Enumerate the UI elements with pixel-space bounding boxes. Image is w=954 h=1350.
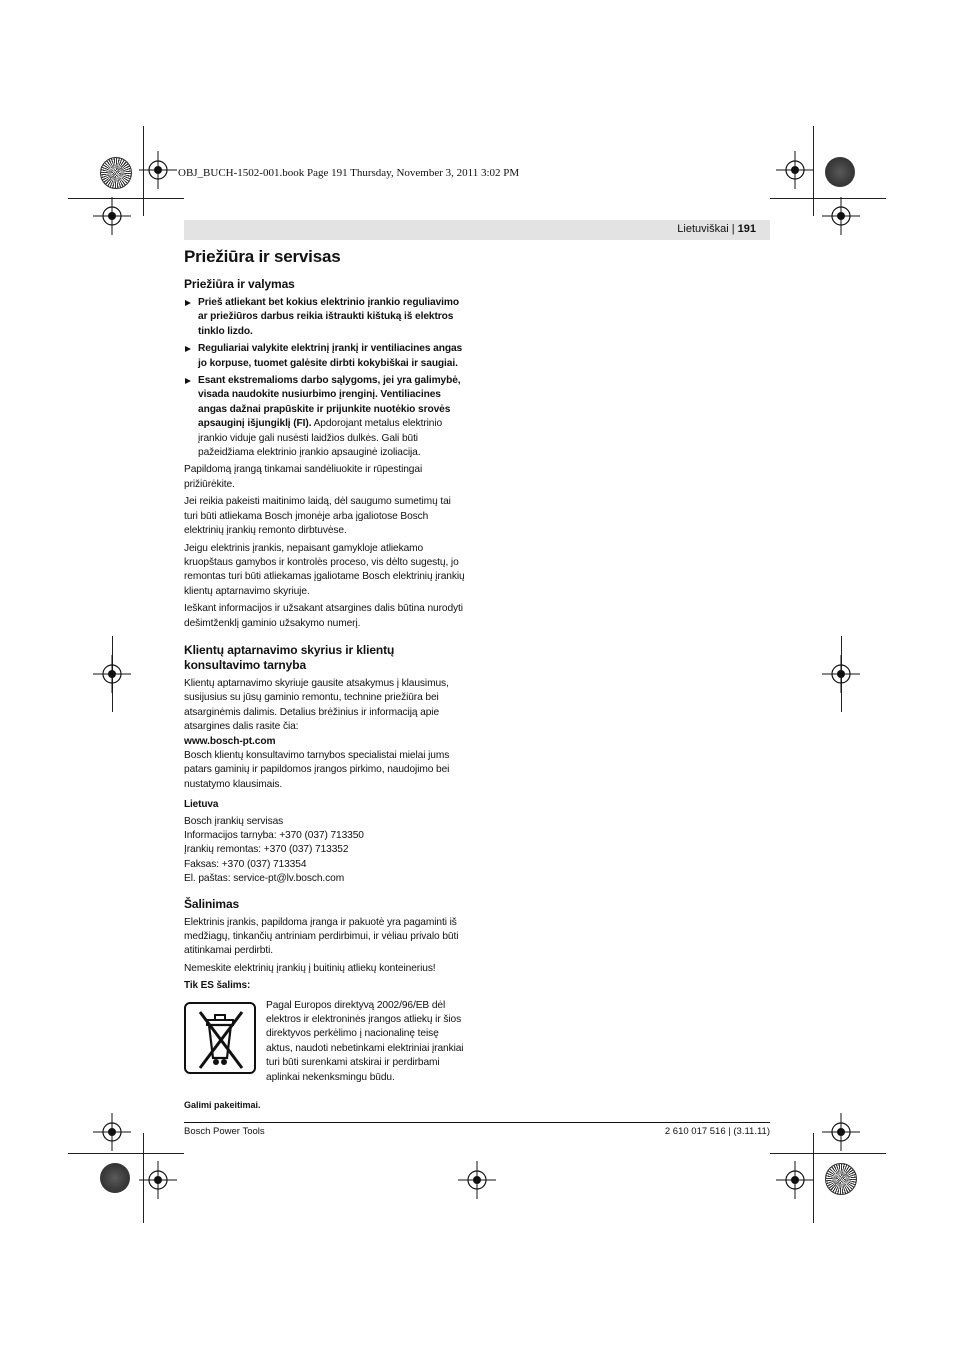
print-slug: OBJ_BUCH-1502-001.book Page 191 Thursday, November 3, 2011 3:02 PM <box>178 167 520 179</box>
registration-mark-icon <box>139 151 177 189</box>
registration-mark-icon <box>93 655 131 693</box>
contact-line: El. paštas: service-pt@lv.bosch.com <box>184 873 345 885</box>
bullet-arrow-icon <box>185 300 191 306</box>
registration-mark-icon <box>822 197 860 235</box>
registration-mark-icon <box>139 1161 177 1199</box>
footnote: Galimi pakeitimai. <box>184 1100 261 1110</box>
header-separator: | <box>731 223 738 235</box>
eu-label: Tik ES šalims: <box>184 980 251 992</box>
list-item: Reguliariai valykite elektrinį įrankį ir ventiliacines angas jo korpuse, tuomet galėsite dirbti kokybiškai ir saugiai. <box>184 342 466 371</box>
registration-mark-icon <box>458 1161 496 1199</box>
page-title: Priežiūra ir servisas <box>184 247 341 266</box>
registration-mark-icon <box>822 1113 860 1151</box>
calibration-mark-top-right <box>825 157 855 187</box>
contact-line: Informacijos tarnyba: +370 (037) 713350 <box>184 830 364 841</box>
footer-doc-number: 2 610 017 516 | (3.11.11) <box>664 1126 770 1137</box>
calibration-mark-bottom-right <box>825 1163 857 1195</box>
registration-mark-icon <box>93 197 131 235</box>
contact-line: Faksas: +370 (037) 713354 <box>184 858 307 870</box>
list-item: Esant ekstremalioms darbo sąlygoms, jei yra galimybė, visada naudokite nusiurbimo įrenginį. Ventiliacines angas dažnai prapūskite ir prijunkite nuotėkio srovės apsauginį išjungiklį (FI). Apdorojant metalus elektrinio įrankio viduje gali nusėsti laidžios dulkės. Gali būti pažeidžiama elektrinio įrankio apsauginė izoliacija. <box>184 374 466 460</box>
crossed-out-wheelie-bin-icon <box>184 1002 256 1074</box>
paragraph: Ieškant informacijos ir užsakant atsargines dalis būtina nurodyti dešimtženklį gaminio užsakymo numerį. <box>184 603 463 629</box>
paragraph: Klientų aptarnavimo skyriuje gausite atsakymus į klausimus, susijusius su jūsų gaminio remontu, technine priežiūra bei atsarginėmis dalimis. Detalius brėžinius ir informaciją apie atsargines dalis rasite čia: <box>184 677 449 733</box>
registration-mark-icon <box>776 1161 814 1199</box>
paragraph: Jei reikia pakeisti maitinimo laidą, dėl saugumo sumetimų tai turi būti atliekama Bosch įmonėje arba įgaliotose Bosch elektrinių įrankių remonto dirbtuvėse. <box>184 496 451 537</box>
contact-line: Bosch įrankių servisas <box>184 815 284 827</box>
country-label: Lietuva <box>184 799 219 811</box>
paragraph: Bosch klientų konsultavimo tarnybos specialistai mielai jums patars gaminių ir papildomos įrangos pirkimo, naudojimo bei nustatymo klausimais. <box>184 749 450 790</box>
list-item: Prieš atliekant bet kokius elektrinio įrankio reguliavimo ar priežiūros darbus reikia ištraukti kištuką iš elektros tinklo lizdo. <box>184 296 466 339</box>
paragraph: Papildomą įrangą tinkamai sandėliuokite ir rūpestingai prižiūrėkite. <box>184 464 423 490</box>
section-heading-care: Priežiūra ir valymas <box>184 277 295 291</box>
footer-divider <box>184 1122 770 1123</box>
registration-mark-icon <box>776 151 814 189</box>
paragraph: Jeigu elektrinis įrankis, nepaisant gamykloje atliekamo kruopštaus gamybos ir kontrolės proceso, vis dėlto sugestų, jo remontas turi būti atliekamas įgaliotame Bosch elektrinių įrankių klientų aptarnavimo skyriuje. <box>184 542 465 597</box>
calibration-mark-bottom-left <box>100 1163 130 1193</box>
section-heading-service: Klientų aptarnavimo skyrius ir klientų konsultavimo tarnyba <box>184 642 395 672</box>
website-link[interactable]: www.bosch-pt.com <box>184 735 276 747</box>
page-number: 191 <box>737 223 756 235</box>
running-header <box>184 220 770 240</box>
paragraph: Elektrinis įrankis, papildoma įranga ir pakuotė yra pagaminti iš medžiagų, tinkančių antriniam perdirbimui, ir vėliau privalo būti atitinkamai perdirbti. <box>184 916 459 957</box>
header-language: Lietuviškai <box>677 223 729 235</box>
section-heading-disposal: Šalinimas <box>184 896 240 911</box>
contact-line: Įrankių remontas: +370 (037) 713352 <box>184 844 349 856</box>
weee-block <box>184 999 466 1095</box>
footer-brand: Bosch Power Tools <box>184 1126 265 1137</box>
bullet-arrow-icon <box>185 378 191 384</box>
calibration-mark-top-left <box>100 157 132 189</box>
bullet-arrow-icon <box>185 346 191 352</box>
registration-mark-icon <box>822 655 860 693</box>
registration-mark-icon <box>93 1113 131 1151</box>
paragraph: Nemeskite elektrinių įrankių į buitinių atliekų konteinerius! <box>184 962 436 974</box>
main-column <box>184 246 466 1095</box>
paragraph: Pagal Europos direktyvą 2002/96/EB dėl elektros ir elektroninės įrangos atliekų ir šios direktyvos perkėlimo į nacionalinę teisę aktus, naudoti nebetinkami elektriniai įrankiai turi būti surenkami atskirai ir perdirbami aplinkai nekenksmingu būdu. <box>266 999 464 1083</box>
